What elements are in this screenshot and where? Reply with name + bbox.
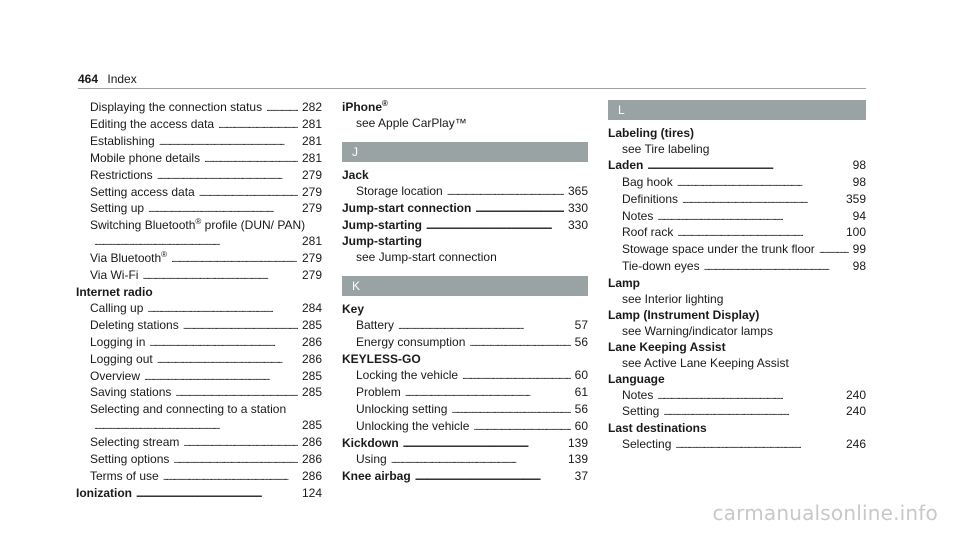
entry-label: Unlocking the vehicle: [356, 418, 470, 433]
leader-dots: [94, 234, 298, 251]
index-subentry[interactable]: [76, 335, 322, 352]
entry-label: Storage location: [356, 183, 443, 198]
leader-dots: [173, 452, 298, 469]
page-ref[interactable]: 60: [574, 367, 588, 382]
leader-dots: [204, 151, 298, 168]
index-entry[interactable]: [608, 126, 866, 142]
index-subentry[interactable]: [608, 259, 866, 276]
page-ref[interactable]: 124: [301, 485, 322, 500]
entry-label: Labeling (tires): [608, 126, 695, 140]
entry-label: see Warning/indicator lamps: [622, 323, 773, 338]
entry-label: Bag hook: [622, 174, 673, 189]
leader-dots: [136, 486, 298, 503]
index-subentry[interactable]: [342, 368, 588, 385]
entry-label: Mobile phone details: [90, 150, 201, 165]
index-subentry[interactable]: [76, 151, 322, 168]
entry-label: Saving stations: [90, 385, 172, 400]
index-entry[interactable]: [342, 218, 588, 235]
index-entry[interactable]: [76, 285, 322, 301]
page-title: Index: [107, 72, 137, 86]
leader-dots: [415, 469, 571, 486]
leader-dots: [405, 385, 571, 402]
index-subentry[interactable]: [76, 369, 322, 386]
index-subentry[interactable]: [76, 100, 322, 117]
index-subentry[interactable]: [342, 184, 588, 201]
page-ref[interactable]: 279: [301, 268, 322, 283]
leader-dots: [675, 437, 842, 454]
index-subentry[interactable]: [76, 134, 322, 151]
entry-label: Notes: [622, 387, 654, 402]
leader-dots: [447, 184, 564, 201]
index-entry[interactable]: [342, 100, 588, 116]
entry-label: see Tire labeling: [622, 141, 710, 156]
entry-label: Lamp: [608, 276, 641, 291]
leader-dots: [157, 168, 298, 185]
entry-label: see Active Lane Keeping Assist: [622, 355, 789, 370]
entry-label: Logging out: [90, 351, 153, 366]
entry-label: Jump-starting: [342, 234, 423, 249]
entry-label: Terms of use: [90, 468, 159, 483]
page-ref[interactable]: 60: [574, 418, 588, 433]
entry-label: Notes: [622, 208, 654, 223]
page-ref[interactable]: 281: [301, 133, 322, 148]
page-ref[interactable]: 286: [301, 334, 322, 349]
leader-dots: [183, 318, 298, 335]
page-ref[interactable]: 286: [301, 468, 322, 483]
entry-label: see Interior lighting: [622, 292, 724, 307]
leader-dots: [473, 419, 570, 436]
see-reference[interactable]: [342, 116, 588, 132]
page-ref[interactable]: 57: [574, 318, 588, 333]
index-subentry[interactable]: [76, 352, 322, 369]
page-ref[interactable]: 286: [301, 435, 322, 450]
index-subentry[interactable]: [608, 175, 866, 192]
page-ref[interactable]: 100: [845, 225, 866, 240]
page-ref[interactable]: 279: [301, 184, 322, 199]
entry-label: Lane Keeping Assist: [608, 339, 726, 354]
index-entry[interactable]: [608, 158, 866, 175]
index-entry[interactable]: [342, 168, 588, 184]
page-ref[interactable]: 286: [301, 452, 322, 467]
entry-label: Restrictions: [90, 167, 153, 182]
entry-label: see Jump-start connection: [356, 250, 497, 265]
index-entry[interactable]: [608, 340, 866, 356]
leader-dots: [144, 369, 298, 386]
entry-label: Displaying the connection status: [90, 100, 263, 114]
entry-label: Jump-start connection: [342, 200, 472, 215]
page-ref[interactable]: 281: [301, 150, 322, 165]
page-ref[interactable]: 359: [845, 191, 866, 206]
entry-label: Last destinations: [608, 421, 707, 436]
index-subentry[interactable]: [608, 437, 866, 454]
entry-label: Using: [356, 452, 387, 467]
index-subentry[interactable]: [342, 402, 588, 419]
entry-label: Jack: [342, 167, 369, 182]
leader-dots: [175, 385, 298, 402]
index-subentry[interactable]: [76, 301, 322, 318]
index-subentry[interactable]: [76, 117, 322, 134]
leader-dots: [199, 185, 298, 202]
index-entry[interactable]: [608, 308, 866, 324]
entry-label: Overview: [90, 368, 141, 383]
page-ref[interactable]: 330: [567, 200, 588, 215]
entry-label: Calling up: [90, 300, 144, 315]
entry-label: Roof rack: [622, 225, 674, 240]
page-ref[interactable]: 281: [301, 234, 322, 249]
section-letter-k: K: [342, 276, 588, 296]
page-ref[interactable]: 285: [301, 418, 322, 433]
page-ref[interactable]: 99: [852, 242, 866, 257]
page-ref[interactable]: 98: [852, 259, 866, 274]
index-subentry[interactable]: [608, 225, 866, 242]
leader-dots: [403, 436, 564, 453]
page-ref[interactable]: 98: [852, 174, 866, 189]
entry-label: Logging in: [90, 334, 146, 349]
entry-label: Selecting: [622, 437, 672, 452]
index-subentry[interactable]: [342, 419, 588, 436]
page-ref[interactable]: 279: [301, 201, 322, 216]
leader-dots: [426, 218, 564, 235]
index-subentry[interactable]: [76, 168, 322, 185]
index-subentry[interactable]: [342, 452, 588, 469]
index-subentry[interactable]: [76, 185, 322, 202]
see-reference[interactable]: [608, 292, 866, 308]
page-ref[interactable]: 286: [301, 351, 322, 366]
index-subentry[interactable]: [76, 452, 322, 469]
index-column-3: [608, 100, 866, 454]
index-entry[interactable]: [342, 436, 588, 453]
leader-dots: [677, 175, 849, 192]
index-subentry[interactable]: [342, 385, 588, 402]
entry-label: Language: [608, 371, 665, 386]
section-letter-l: L: [608, 100, 866, 120]
leader-dots: [266, 100, 298, 117]
page-ref[interactable]: 284: [301, 300, 322, 315]
entry-label: Locking the vehicle: [356, 367, 459, 382]
entry-label: Selecting and connecting to a station: [90, 402, 287, 417]
entry-label: Deleting stations: [90, 317, 179, 332]
index-subentry[interactable]: [76, 318, 322, 335]
page-ref[interactable]: 240: [845, 404, 866, 419]
page-ref[interactable]: 279: [301, 167, 322, 182]
leader-dots: [157, 352, 298, 369]
leader-dots: [663, 404, 842, 421]
index-entry[interactable]: [608, 421, 866, 437]
entry-label: Setting access data: [90, 184, 195, 199]
page-ref[interactable]: 365: [567, 183, 588, 198]
leader-dots: [657, 388, 842, 405]
leader-dots: [398, 318, 571, 335]
page-ref[interactable]: 285: [301, 317, 322, 332]
leader-dots: [462, 368, 571, 385]
page-ref[interactable]: 37: [574, 469, 588, 484]
page-ref[interactable]: 282: [301, 100, 322, 114]
index-entry[interactable]: [342, 234, 588, 250]
leader-dots: [819, 242, 849, 259]
index-subentry[interactable]: [342, 318, 588, 335]
page-ref[interactable]: 94: [852, 208, 866, 223]
entry-label: Ionization: [76, 485, 132, 500]
index-subentry[interactable]: [342, 335, 588, 352]
entry-label: Unlocking setting: [356, 401, 448, 416]
leader-dots: [148, 201, 298, 218]
index-subentry[interactable]: [76, 385, 322, 402]
leader-dots: [218, 117, 298, 134]
leader-dots: [391, 452, 564, 469]
leader-dots: [171, 251, 298, 268]
entry-label: Kickdown: [342, 435, 399, 450]
leader-dots: [183, 435, 298, 452]
page-ref[interactable]: 285: [301, 368, 322, 383]
entry-label: Battery: [356, 318, 395, 333]
entry-label: Problem: [356, 384, 401, 399]
page-ref[interactable]: 246: [845, 437, 866, 452]
leader-dots: [677, 225, 842, 242]
index-subentry[interactable]: [76, 469, 322, 486]
leader-dots: [475, 201, 564, 218]
leader-dots: [469, 335, 570, 352]
entry-label: Setting options: [90, 452, 170, 467]
page-ref[interactable]: 56: [574, 335, 588, 350]
index-subentry[interactable]: [76, 402, 322, 435]
index-entry[interactable]: [342, 302, 588, 318]
entry-label: Energy consumption: [356, 335, 466, 350]
leader-dots: [163, 469, 298, 486]
entry-label: KEYLESS-GO: [342, 351, 421, 366]
page-header: [78, 72, 137, 86]
leader-dots: [647, 158, 848, 175]
page-ref[interactable]: 61: [574, 384, 588, 399]
index-subentry[interactable]: [76, 251, 322, 268]
page-number: 464: [78, 72, 99, 86]
see-reference[interactable]: [608, 324, 866, 340]
index-subentry[interactable]: [76, 218, 322, 251]
index-subentry[interactable]: [608, 388, 866, 405]
index-column-2: [342, 100, 588, 486]
page-ref[interactable]: 56: [574, 401, 588, 416]
page-ref[interactable]: 240: [845, 387, 866, 402]
see-reference[interactable]: [608, 142, 866, 158]
leader-dots: [159, 134, 298, 151]
index-subentry[interactable]: [608, 192, 866, 209]
leader-dots: [142, 268, 298, 285]
see-reference[interactable]: [342, 250, 588, 266]
entry-label: Key: [342, 302, 365, 317]
index-subentry[interactable]: [608, 209, 866, 226]
entry-label: Stowage space under the trunk floor: [622, 242, 815, 257]
index-column-1: [76, 100, 322, 503]
index-subentry[interactable]: [76, 435, 322, 452]
entry-label: Via Wi-Fi: [90, 268, 139, 283]
index-entry[interactable]: [342, 352, 588, 368]
index-subentry[interactable]: [608, 404, 866, 421]
index-entry[interactable]: [608, 372, 866, 388]
watermark: carmanualsonline.info: [712, 501, 938, 525]
entry-label: see Apple CarPlay™: [356, 115, 467, 130]
entry-label: Jump-starting: [342, 217, 423, 232]
entry-label: Establishing: [90, 133, 155, 148]
index-subentry[interactable]: [76, 201, 322, 218]
entry-label: Definitions: [622, 191, 679, 206]
entry-label: Tie-down eyes: [622, 259, 700, 274]
entry-label: Editing the access data: [90, 116, 215, 131]
entry-label: Setting up: [90, 201, 145, 216]
leader-dots: [451, 402, 570, 419]
page-ref[interactable]: 139: [567, 435, 588, 450]
page-ref[interactable]: 98: [852, 157, 866, 172]
index-subentry[interactable]: [608, 242, 866, 259]
entry-label: Laden: [608, 157, 644, 172]
page-ref[interactable]: 285: [301, 385, 322, 400]
index-entry[interactable]: [342, 469, 588, 486]
index-entry[interactable]: [76, 486, 322, 503]
index-entry[interactable]: [608, 276, 866, 292]
index-entry[interactable]: [342, 201, 588, 218]
entry-label: Knee airbag: [342, 469, 411, 484]
entry-label: Switching Bluetooth® profile (DUN/ PAN): [90, 217, 306, 233]
header-divider: [78, 88, 866, 89]
leader-dots: [94, 418, 298, 435]
entry-label: Via Bluetooth®: [90, 250, 168, 266]
leader-dots: [657, 209, 848, 226]
leader-dots: [147, 301, 298, 318]
leader-dots: [704, 259, 849, 276]
section-letter-j: J: [342, 142, 588, 162]
page-ref[interactable]: 281: [301, 116, 322, 131]
page-ref[interactable]: 330: [567, 217, 588, 232]
entry-label: Lamp (Instrument Display): [608, 307, 760, 322]
see-reference[interactable]: [608, 356, 866, 372]
page-ref[interactable]: 139: [567, 452, 588, 467]
entry-label: Internet radio: [76, 284, 153, 299]
leader-dots: [682, 192, 842, 209]
entry-label: iPhone®: [342, 99, 388, 114]
index-subentry[interactable]: [76, 268, 322, 285]
page-ref[interactable]: 279: [301, 251, 322, 266]
entry-label: Selecting stream: [90, 435, 180, 450]
leader-dots: [149, 335, 298, 352]
entry-label: Setting: [622, 404, 660, 419]
